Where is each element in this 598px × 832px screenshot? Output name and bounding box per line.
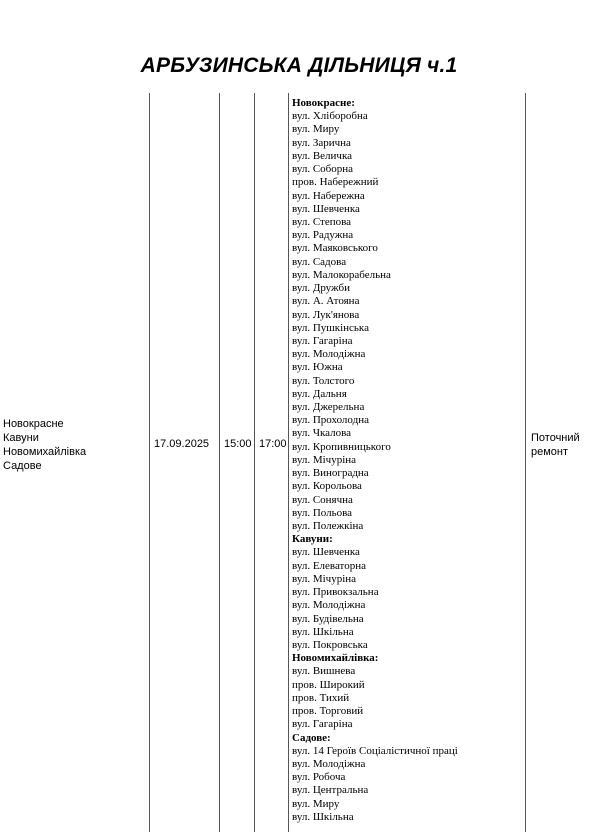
street-item: вул. Радужна [292,229,354,242]
street-item: вул. Робоча [292,771,346,784]
street-item: вул. А. Атояна [292,295,360,308]
street-item: вул. Покровська [292,638,368,651]
street-item: вул. Набережна [292,189,365,202]
street-item: вул. Маяковського [292,242,378,255]
time-to-cell: 17:00 [259,438,287,450]
street-item: вул. Прохолодна [292,414,369,427]
street-item: вул. Дальня [292,387,347,400]
settlement-name: Садове [3,460,42,472]
street-item: вул. Шевченка [292,202,360,215]
page-title: АРБУЗИНСЬКА ДІЛЬНИЦЯ ч.1 [140,54,458,77]
street-item: вул. Привокзальна [292,586,379,599]
street-item: вул. Шкільна [292,810,354,823]
street-item: вул. Шкільна [292,625,354,638]
street-item: вул. Зарична [292,136,351,149]
street-item: вул. Молодіжна [292,757,366,770]
street-item: вул. Сонячна [292,493,353,506]
settlement-heading: Кавуни: [292,533,333,546]
street-item: вул. Вишнева [292,665,356,678]
street-item: вул. Джерельна [292,401,365,414]
street-item: вул. Молодіжна [292,599,366,612]
street-item: вул. Чкалова [292,427,352,440]
street-item: вул. Лук'янова [292,308,360,321]
street-item: вул. Малокорабельна [292,268,391,281]
settlement-name: Новокрасне [3,418,64,430]
street-item: вул. Гагаріна [292,718,353,731]
street-item: пров. Набережний [292,176,379,189]
street-item: пров. Тихий [292,691,350,704]
street-item: вул. Миру [292,123,340,136]
street-item: вул. Величка [292,149,353,162]
street-item: вул. Соборна [292,163,354,176]
street-item: вул. Дружби [292,282,350,295]
time-from-cell: 15:00 [224,438,252,450]
street-item: вул. 14 Героїв Соціалістичної праці [292,744,458,757]
settlements-cell [3,417,86,473]
street-item: пров. Широкий [292,678,365,691]
settlement-heading: Садове: [292,731,331,744]
street-item: вул. Будівельна [292,612,364,625]
street-item: вул. Полежкіна [292,520,364,532]
column-divider [525,93,526,832]
street-item: пров. Торговий [292,705,364,718]
street-item: вул. Шевченка [292,546,360,559]
column-divider [254,93,255,832]
street-item: вул. Миру [292,797,340,810]
street-item: вул. Хліборобна [292,110,368,123]
street-item: вул. Южна [292,361,343,374]
street-item: вул. Мічуріна [292,572,357,585]
street-item: вул. Степова [292,215,352,228]
street-item: вул. Молодіжна [292,348,366,361]
street-item: вул. Елеваторна [292,559,366,572]
street-item: вул. Пушкінська [292,321,369,334]
column-divider [149,93,150,832]
settlement-name: Кавуни [3,432,39,444]
street-item: вул. Садова [292,255,347,268]
street-item: вул. Мічуріна [292,453,357,466]
street-item: вул. Гагаріна [292,334,353,347]
settlement-heading: Новокрасне: [292,97,355,109]
street-item: вул. Кропивницького [292,440,391,453]
street-item: вул. Корольова [292,480,362,493]
street-item: вул. Виноградна [292,467,369,480]
date-cell: 17.09.2025 [154,438,210,450]
settlement-heading: Новомихайлівка: [292,652,379,665]
column-divider [288,93,289,832]
street-item: вул. Центральна [292,784,369,797]
settlement-name: Новомихайлівка [3,446,87,458]
column-divider [219,93,220,832]
reason-cell: Поточний ремонт [531,432,580,458]
streets-cell [292,97,458,824]
street-item: вул. Толстого [292,374,355,387]
street-item: вул. Польова [292,506,353,519]
